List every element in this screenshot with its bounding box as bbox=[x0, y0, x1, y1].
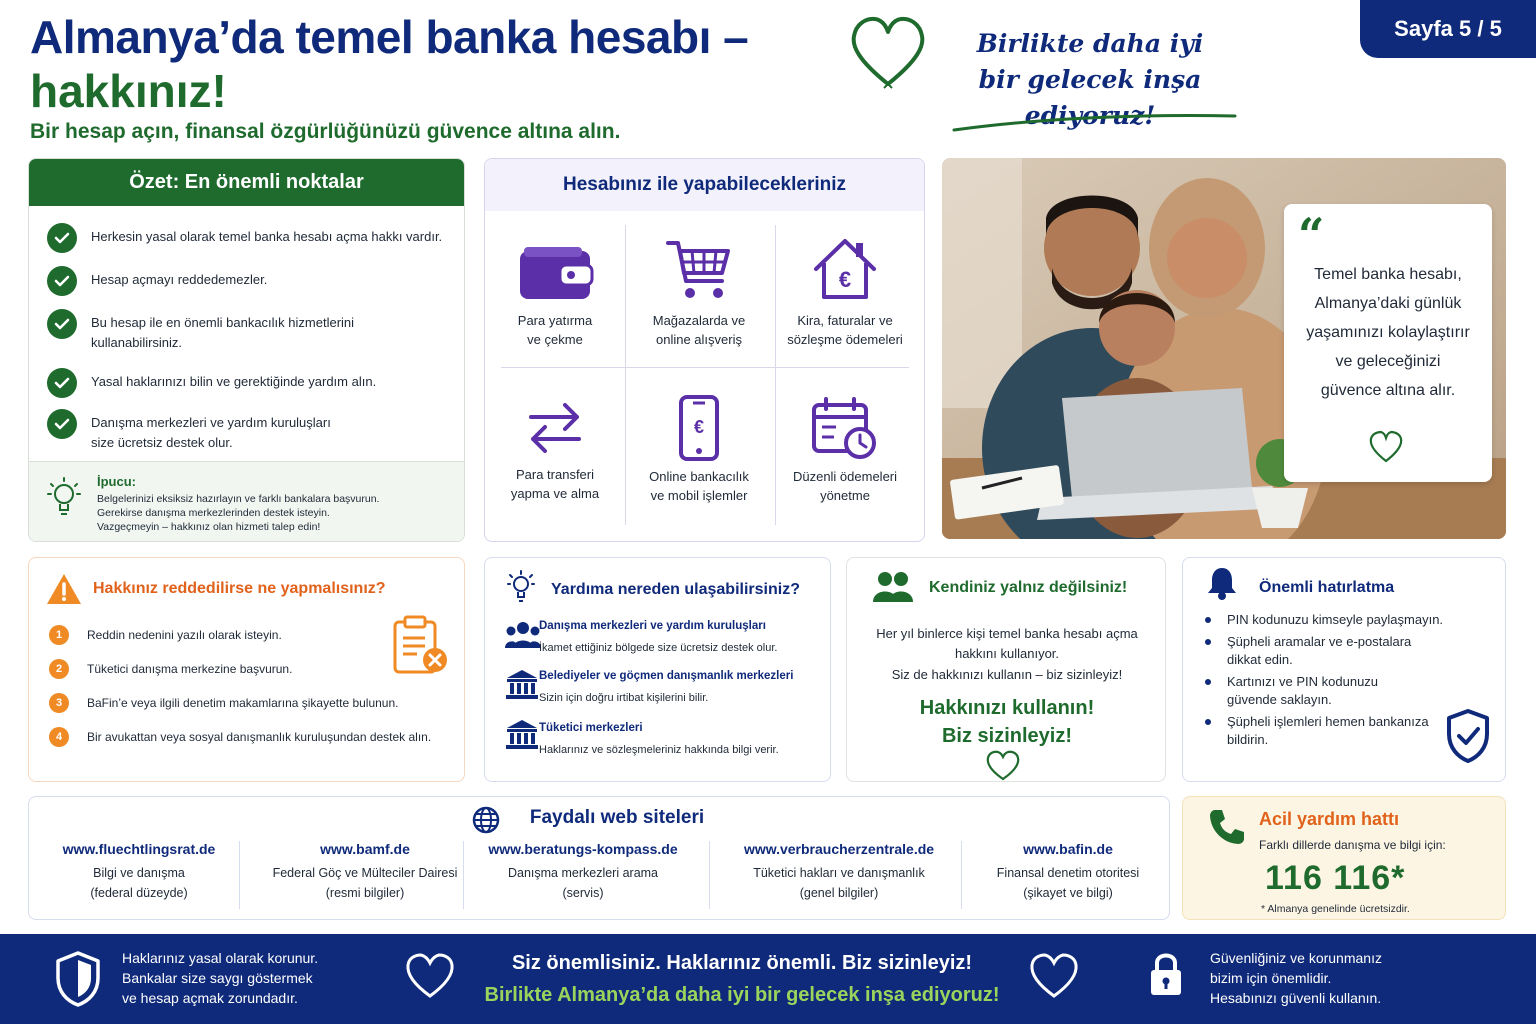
summary-item: Herkesin yasal olarak temel banka hesabı açma hakkı vardır. bbox=[47, 223, 442, 253]
website-item: www.bamf.de Federal Göç ve Mülteciler Dairesi (resmi bilgiler) bbox=[255, 841, 475, 903]
not-alone-callout: Hakkınızı kullanın! Biz sizinleyiz! bbox=[919, 697, 1095, 747]
reminder-item: Şüpheli aramalar ve e-postalara dikkat edin. bbox=[1205, 633, 1411, 669]
emergency-note: * Almanya genelinde ücretsizdir. bbox=[1261, 903, 1410, 915]
summary-title: Özet: En önemli noktalar bbox=[29, 159, 464, 206]
heart-icon bbox=[985, 750, 1021, 782]
phone-icon bbox=[1207, 807, 1247, 847]
summary-item: Bu hesap ile en önemli bankacılık hizmetlerini kullanabilirsiniz. bbox=[47, 309, 354, 353]
refused-step: 3 BaFin’e veya ilgili denetim makamlarına şikayette bulunun. bbox=[49, 693, 399, 713]
not-alone-text: Siz de hakkınızı kullanın – biz sizinleyiz! bbox=[891, 667, 1123, 682]
footer-tagline-green: Birlikte Almanya’da daha iyi bir gelecek inşa ediyoruz! bbox=[484, 984, 1000, 1006]
divider bbox=[463, 841, 464, 909]
website-link[interactable]: www.bafin.de bbox=[1023, 841, 1113, 857]
family-photo bbox=[942, 158, 1506, 539]
divider bbox=[501, 367, 909, 368]
websites-title: Faydalı web siteleri bbox=[529, 807, 705, 828]
check-icon bbox=[47, 309, 77, 339]
slogan-line1: Birlikte daha iyi bbox=[976, 29, 1204, 58]
divider bbox=[961, 841, 962, 909]
page-title-line2: hakkınız! bbox=[30, 65, 227, 117]
reminder-title: Önemli hatırlatma bbox=[1259, 579, 1395, 596]
svg-text:€: € bbox=[838, 267, 852, 292]
reminder-card bbox=[1182, 557, 1506, 782]
wallet-icon bbox=[516, 243, 594, 305]
house-euro-icon bbox=[810, 235, 880, 305]
transfer-arrows-icon bbox=[523, 397, 587, 459]
feature-item: Para transferi yapma ve alma bbox=[485, 397, 625, 503]
websites-card bbox=[28, 796, 1170, 920]
website-link[interactable]: www.verbraucherzentrale.de bbox=[743, 841, 935, 857]
footer-rights-text: Haklarınız yasal olarak korunur. Bankalar size saygı göstermek ve hesap açmak zorundadır. bbox=[122, 950, 319, 1006]
footer-tagline: Siz önemlisiniz. Haklarınız önemli. Biz sizinleyiz! bbox=[511, 952, 973, 974]
page-title-line1: Almanya’da temel banka hesabı – bbox=[30, 11, 749, 63]
reminder-item: Kartınızı ve PIN kodunuzu güvende saklayın. bbox=[1205, 673, 1378, 709]
check-icon bbox=[47, 368, 77, 398]
not-alone-title: Kendiniz yalnız değilsiniz! bbox=[929, 579, 1128, 596]
help-item-name: Danışma merkezleri ve yardım kuruluşları bbox=[539, 620, 766, 632]
website-link[interactable]: www.bamf.de bbox=[320, 841, 410, 857]
clipboard-reject-icon bbox=[391, 614, 451, 676]
heart-icon bbox=[848, 14, 928, 90]
footer-banner bbox=[0, 934, 1536, 1024]
check-icon bbox=[47, 223, 77, 253]
tip-title: İpucu: bbox=[97, 474, 136, 489]
building-icon bbox=[505, 668, 539, 700]
features-card bbox=[484, 158, 925, 542]
help-card bbox=[484, 557, 831, 782]
heart-icon bbox=[1368, 430, 1404, 464]
tip-text: Belgelerinizi eksiksiz hazırlayın ve farklı bankalara başvurun. Gerekirse danışma merkezlerinden destek isteyin. Vazgeçmeyin – hakkınız olan hizmeti talep edin! bbox=[97, 493, 380, 533]
website-item: www.verbraucherzentrale.de Tüketici hakları ve danışmanlık (genel bilgiler) bbox=[729, 841, 949, 903]
website-item: www.fluechtlingsrat.de Bilgi ve danışma (federal düzeyde) bbox=[29, 841, 249, 903]
page-indicator: Sayfa 5 / 5 bbox=[1360, 0, 1536, 58]
quote-text: Temel banka hesabı, Almanya’daki günlük yaşamınızı kolaylaştırır ve geleceğinizi güvence altına alır. bbox=[1306, 266, 1470, 399]
not-alone-text: Her yıl binlerce kişi temel banka hesabı açma hakkını kullanıyor. bbox=[876, 626, 1138, 661]
refused-step: 4 Bir avukattan veya sosyal danışmanlık kuruluşundan destek alın. bbox=[49, 727, 431, 747]
calendar-clock-icon bbox=[810, 397, 880, 461]
heart-icon bbox=[404, 952, 456, 1000]
emergency-title: Acil yardım hattı bbox=[1259, 809, 1400, 829]
refused-card bbox=[28, 557, 465, 782]
refused-step: 2 Tüketici danışma merkezine başvurun. bbox=[49, 659, 292, 679]
building-icon bbox=[505, 718, 539, 750]
quote-mark: “ bbox=[1298, 208, 1325, 262]
emergency-card bbox=[1182, 796, 1506, 920]
shield-check-icon bbox=[1445, 708, 1491, 764]
website-item: www.beratungs-kompass.de Danışma merkezleri arama (servis) bbox=[473, 841, 693, 903]
summary-item: Hesap açmayı reddedemezler. bbox=[47, 266, 267, 296]
feature-item: Mağazalarda ve online alışveriş bbox=[629, 237, 769, 349]
website-item: www.bafin.de Finansal denetim otoritesi (şikayet ve bilgi) bbox=[973, 841, 1163, 903]
summary-item: Danışma merkezleri ve yardım kuruluşları size ücretsiz destek olur. bbox=[47, 409, 331, 453]
help-item-desc: İkamet ettiğiniz bölgede size ücretsiz destek olur. bbox=[539, 642, 778, 654]
feature-item: Para yatırma ve çekme bbox=[485, 243, 625, 349]
shield-icon bbox=[54, 950, 102, 1008]
svg-text:€: € bbox=[693, 417, 705, 437]
page-subtitle: Bir hesap açın, finansal özgürlüğünüzü güvence altına alın. bbox=[30, 120, 621, 143]
brush-underline bbox=[952, 112, 1237, 134]
feature-item: € Online bankacılık ve mobil işlemler bbox=[629, 395, 769, 505]
check-icon bbox=[47, 409, 77, 439]
feature-item: € Kira, faturalar ve sözleşme ödemeleri bbox=[775, 235, 915, 349]
people-group-icon bbox=[505, 620, 541, 650]
lock-icon bbox=[1148, 950, 1184, 998]
features-title: Hesabınız ile yapabilecekleriniz bbox=[485, 159, 924, 211]
warning-icon bbox=[45, 572, 83, 606]
not-alone-card bbox=[846, 557, 1166, 782]
divider bbox=[239, 841, 240, 909]
check-icon bbox=[47, 266, 77, 296]
help-item-name: Belediyeler ve göçmen danışmanlık merkezleri bbox=[539, 670, 794, 682]
quote-box bbox=[1284, 204, 1492, 482]
help-item-name: Tüketici merkezleri bbox=[539, 722, 643, 734]
feature-item: Düzenli ödemeleri yönetme bbox=[775, 397, 915, 505]
people-icon bbox=[873, 570, 913, 604]
divider bbox=[625, 225, 626, 525]
slogan-line2: bir gelecek inşa ediyoruz! bbox=[978, 65, 1202, 130]
emergency-number[interactable]: 116 116* bbox=[1265, 859, 1406, 897]
mobile-euro-icon bbox=[677, 395, 721, 461]
footer-security-text: Güvenliğiniz ve korunmanız bizim için önemlidir. Hesabınızı güvenli kullanın. bbox=[1210, 950, 1382, 1006]
shopping-cart-icon bbox=[664, 237, 734, 305]
website-link[interactable]: www.beratungs-kompass.de bbox=[488, 841, 678, 857]
lightbulb-icon bbox=[47, 476, 81, 520]
divider bbox=[709, 841, 710, 909]
reminder-item: Şüpheli işlemleri hemen bankanıza bildirin. bbox=[1205, 713, 1429, 749]
refused-step: 1 Reddin nedenini yazılı olarak isteyin. bbox=[49, 625, 282, 645]
tip-box bbox=[29, 461, 464, 541]
summary-card bbox=[28, 158, 465, 542]
bell-icon bbox=[1207, 566, 1237, 600]
reminder-item: PIN kodunuzu kimseyle paylaşmayın. bbox=[1205, 611, 1443, 629]
help-item-desc: Sizin için doğru irtibat kişilerini bilir. bbox=[539, 692, 709, 704]
lightbulb-icon bbox=[507, 570, 535, 604]
heart-icon bbox=[1028, 952, 1080, 1000]
emergency-subtitle: Farklı dillerde danışma ve bilgi için: bbox=[1259, 838, 1446, 852]
summary-item: Yasal haklarınızı bilin ve gerektiğinde yardım alın. bbox=[47, 368, 376, 398]
website-link[interactable]: www.fluechtlingsrat.de bbox=[62, 841, 216, 857]
help-title: Yardıma nereden ulaşabilirsiniz? bbox=[551, 581, 800, 598]
refused-title: Hakkınız reddedilirse ne yapmalısınız? bbox=[93, 580, 386, 597]
help-item-desc: Haklarınız ve sözleşmeleriniz hakkında bilgi verir. bbox=[539, 744, 779, 756]
